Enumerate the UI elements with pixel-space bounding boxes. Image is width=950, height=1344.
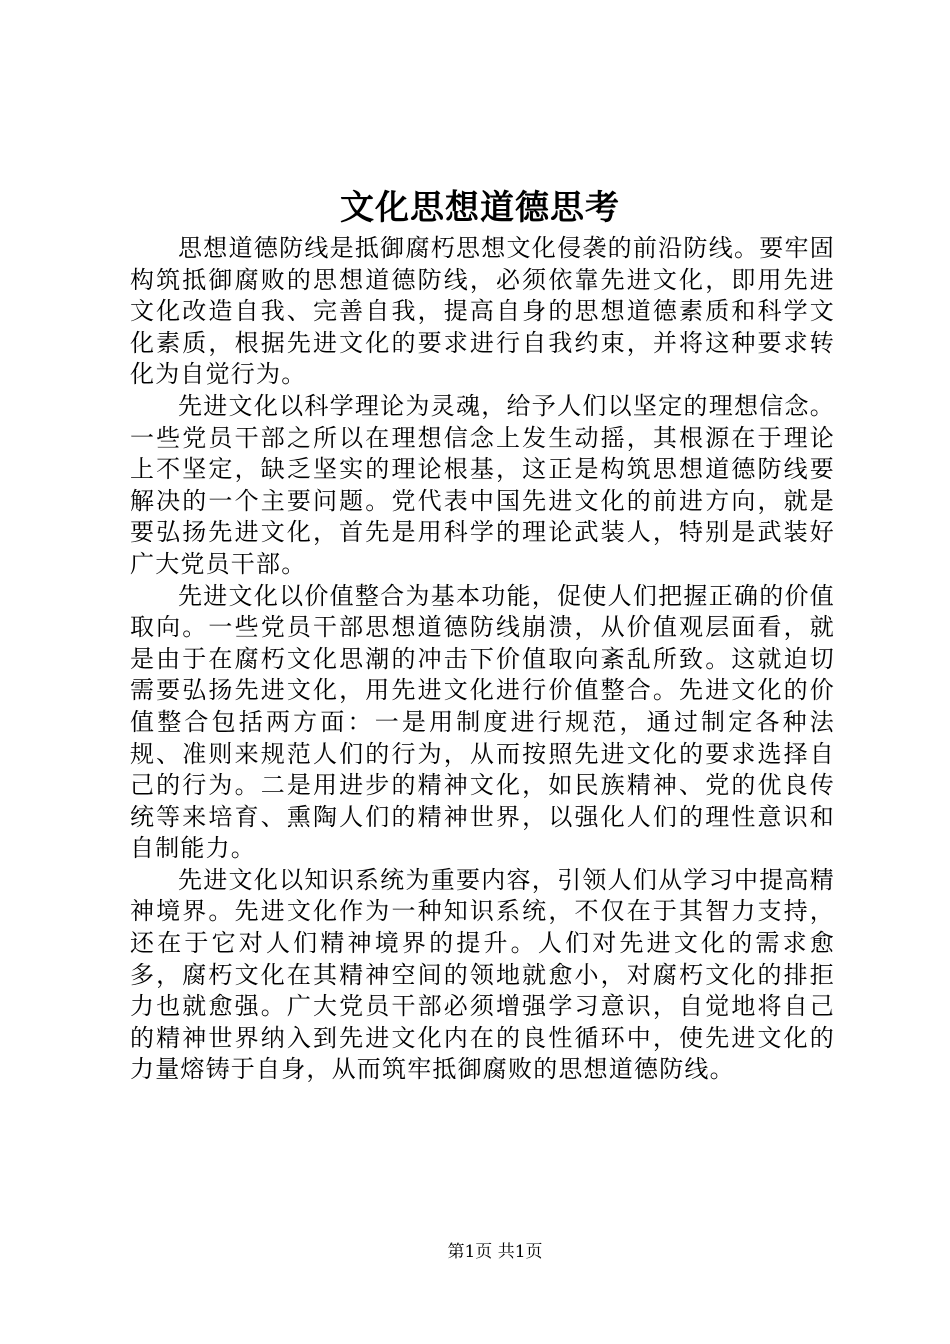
document-body <box>130 233 835 1086</box>
paragraph-3: 先进文化以价值整合为基本功能，促使人们把握正确的价值取向。一些党员干部思想道德防线崩溃，从价值观层面看，就是由于在腐朽文化思潮的冲击下价值取向紊乱所致。这就迫切需要弘扬先进文化，用先进文化进行价值整合。先进文化的价值整合包括两方面：一是用制度进行规范，通过制定各种法规、准则来规范人们的行为，从而按照先进文化的要求选择自己的行为。二是用进步的精神文化，如民族精神、党的优良传统等来培育、熏陶人们的精神世界，以强化人们的理性意识和自制能力。 <box>130 581 835 863</box>
page-footer: 第1页 共1页 <box>447 1242 543 1262</box>
paragraph-1: 思想道德防线是抵御腐朽思想文化侵袭的前沿防线。要牢固构筑抵御腐败的思想道德防线，必须依靠先进文化，即用先进文化改造自我、完善自我，提高自身的思想道德素质和科学文化素质，根据先进文化的要求进行自我约束，并将这种要求转化为自觉行为。 <box>130 234 835 389</box>
document-title: 文化思想道德思考 <box>340 188 620 228</box>
paragraph-2: 先进文化以科学理论为灵魂，给予人们以坚定的理想信念。一些党员干部之所以在理想信念上发生动摇，其根源在于理论上不坚定，缺乏坚实的理论根基，这正是构筑思想道德防线要解决的一个主要问题。党代表中国先进文化的前进方向，就是要弘扬先进文化，首先是用科学的理论武装人，特别是武装好广大党员干部。 <box>130 391 835 578</box>
paragraph-4: 先进文化以知识系统为重要内容，引领人们从学习中提高精神境界。先进文化作为一种知识系统，不仅在于其智力支持，还在于它对人们精神境界的提升。人们对先进文化的需求愈多，腐朽文化在其精神空间的领地就愈小，对腐朽文化的排拒力也就愈强。广大党员干部必须增强学习意识，自觉地将自己的精神世界纳入到先进文化内在的良性循环中，使先进文化的力量熔铸于自身，从而筑牢抵御腐败的思想道德防线。 <box>130 865 835 1084</box>
